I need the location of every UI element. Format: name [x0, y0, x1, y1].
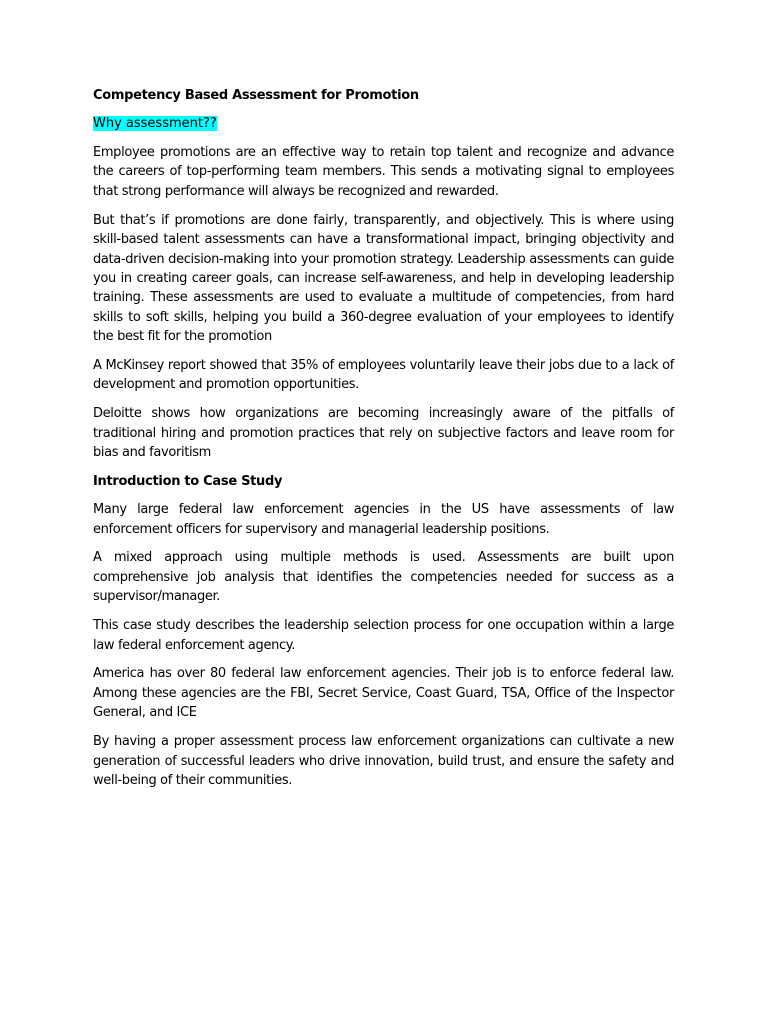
paragraph: A mixed approach using multiple methods is used. Assessments are built upon comprehensive job analysis that identifies the competencies needed for success as a supervisor/manager. [93, 550, 674, 605]
document-body [93, 86, 674, 800]
highlighted-text: Why assessment?? [93, 116, 217, 131]
case-study-heading: Introduction to Case Study [93, 474, 283, 490]
paragraph: A McKinsey report showed that 35% of employees voluntarily leave their jobs due to a lack of development and promotion opportunities. [93, 358, 674, 393]
why-assessment-heading [93, 114, 674, 133]
paragraph: Deloitte shows how organizations are becoming increasingly aware of the pitfalls of traditional hiring and promotion practices that rely on subjective factors and leave room for bias and favoritism [93, 406, 674, 461]
paragraph: Employee promotions are an effective way to retain top talent and recognize and advance the careers of top-performing team members. This sends a motivating signal to employees that strong performance will always be recognized and rewarded. [93, 145, 674, 199]
paragraph: Many large federal law enforcement agencies in the US have assessments of law enforcement officers for supervisory and managerial leadership positions. [93, 502, 674, 537]
paragraph: America has over 80 federal law enforcement agencies. Their job is to enforce federal law. Among these agencies are the FBI, Secret Service, Coast Guard, TSA, Office of the Inspector General, and ICE [93, 666, 674, 721]
paragraph: This case study describes the leadership selection process for one occupation within a large law federal enforcement agency. [93, 618, 674, 653]
paragraph: But that’s if promotions are done fairly, transparently, and objectively. This is where using skill-based talent assessments can have a transformational impact, bringing objectivity and data-driven decision-making into your promotion strategy. Leadership assessments can guide you in creating career goals, can increase self-awareness, and help in developing leadership training. These assessments are used to evaluate a multitude of competencies, from hard skills to soft skills, helping you build a 360-degree evaluation of your employees to identify the best fit for the promotion [93, 212, 674, 345]
paragraph: By having a proper assessment process law enforcement organizations can cultivate a new generation of successful leaders who drive innovation, build trust, and ensure the safety and well-being of their communities. [93, 734, 674, 788]
document-title: Competency Based Assessment for Promotion [93, 88, 419, 103]
